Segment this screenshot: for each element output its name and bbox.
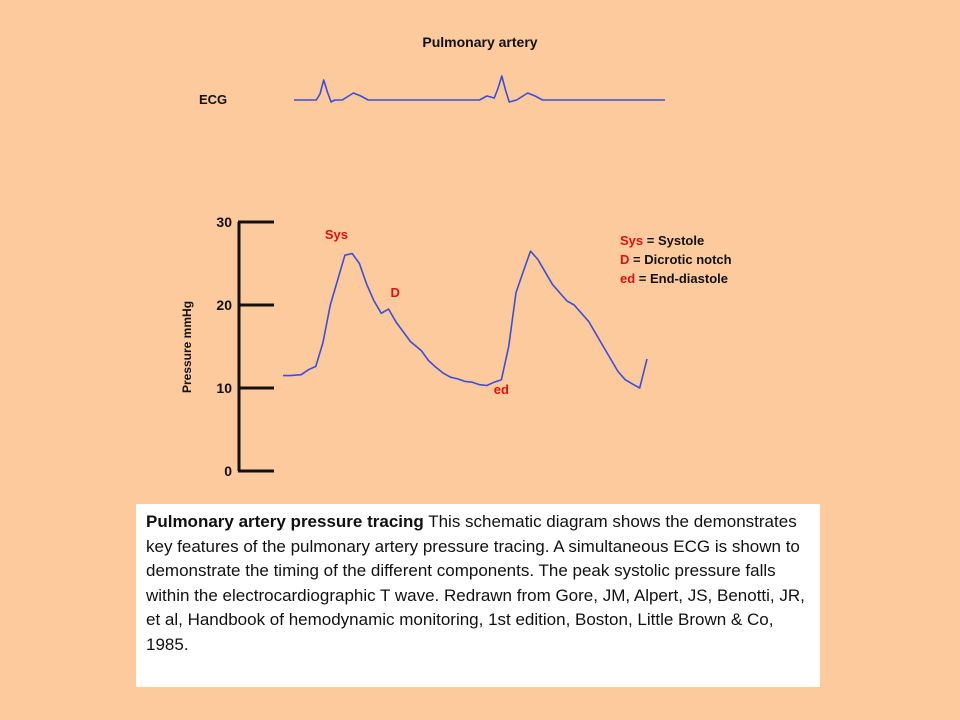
ecg-trace-group bbox=[294, 76, 665, 102]
legend-abbr: ed bbox=[620, 271, 636, 286]
pressure-trace-group bbox=[283, 251, 647, 388]
y-tick-label: 10 bbox=[216, 380, 232, 396]
y-axis-label: Pressure mmHg bbox=[180, 300, 194, 394]
legend-item-dicrotic-notch bbox=[620, 250, 732, 269]
legend-text: = Dicrotic notch bbox=[629, 252, 732, 267]
legend-abbr: Sys bbox=[620, 233, 644, 248]
caption-box bbox=[136, 504, 820, 687]
caption-title: Pulmonary artery pressure tracing bbox=[146, 512, 424, 531]
annotation-label: Sys bbox=[324, 227, 349, 243]
page-title: Pulmonary artery bbox=[422, 34, 538, 50]
legend-item-systole bbox=[620, 231, 732, 250]
series-line-ecg bbox=[294, 76, 665, 102]
annotation-label: D bbox=[390, 285, 400, 301]
y-tick-label: 20 bbox=[216, 297, 232, 313]
legend-abbr: D bbox=[620, 252, 630, 267]
ecg-label: ECG bbox=[199, 92, 228, 107]
y-tick-label: 30 bbox=[216, 214, 232, 230]
annotation-label: ed bbox=[493, 382, 509, 398]
y-ticks bbox=[216, 214, 274, 479]
legend-item-end-diastole bbox=[620, 269, 732, 288]
series-line-pressure bbox=[283, 251, 647, 388]
caption-body: This schematic diagram shows the demonstrates key features of the pulmonary artery pressure tracing. A simultaneous ECG is shown to demonstrate the timing of the different components. The peak systolic pressure falls within the electrocardiographic T wave. Redrawn from Gore, JM, Alpert, JS, Benotti, JR, et al, Handbook of hemodynamic monitoring, 1st edition, Boston, Little Brown & Co, 1985. bbox=[146, 512, 805, 654]
legend-text: = End-diastole bbox=[635, 271, 728, 286]
legend bbox=[620, 231, 732, 288]
y-tick-label: 0 bbox=[224, 463, 232, 479]
legend-text: = Systole bbox=[643, 233, 705, 248]
annotations bbox=[325, 227, 509, 397]
